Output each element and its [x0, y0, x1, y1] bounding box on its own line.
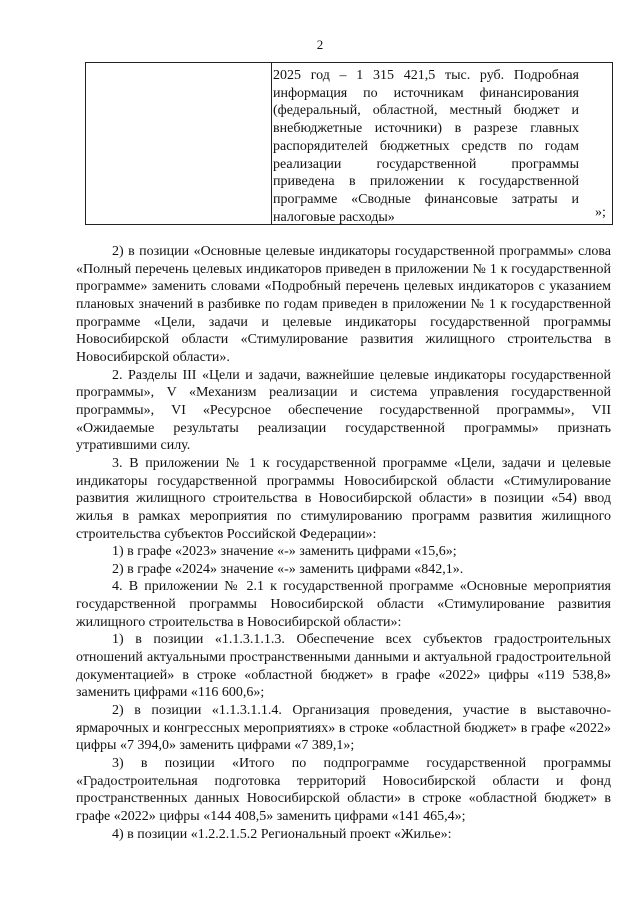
table-column-divider [271, 63, 272, 224]
paragraph: 4. В приложении № 2.1 к государственной программе «Основные мероприятия государственной программы Новосибирской области «Стимулирование развития жилищного строительства в Новосибирской области»: [76, 579, 611, 630]
paragraph: 3. В приложении № 1 к государственной программе «Цели, задачи и целевые индикаторы государственной программы Новосибирской области «Стимулирование развития жилищного строительства в Новосибирской области» в позиции «54) ввод жилья в рамках мероприятия по стимулированию программ развития жилищного строительства субъектов Российской Федерации»: [76, 455, 611, 542]
document-body [76, 243, 611, 843]
paragraph: 1) в графе «2023» значение «-» заменить цифрами «15,6»; [112, 544, 457, 560]
paragraph: 4) в позиции «1.2.2.1.5.2 Региональный проект «Жилье»: [112, 826, 452, 842]
table [85, 62, 613, 225]
paragraph: 2) в позиции «Основные целевые индикаторы государственной программы» слова «Полный перечень целевых индикаторов приведен в приложении № 1 к государственной программе» заменить словами «Подробный перечень целевых индикаторов с указанием плановых значений в разбивке по годам приведен в приложении № 1 к государственной программе «Цели, задачи и целевые индикаторы государственной программы Новосибирской области «Стимулирование развития жилищного строительства в Новосибирской области». [76, 244, 611, 365]
paragraph: 2) в графе «2024» значение «-» заменить цифрами «842,1». [112, 561, 464, 577]
paragraph: 1) в позиции «1.1.3.1.1.3. Обеспечение всех субъектов градостроительных отношений актуальными пространственными данными и актуальной градостроительной документацией» в строке «областной бюджет» в графе «2022» цифры «119 538,8» заменить цифрами «116 600,6»; [76, 632, 611, 701]
paragraph: 2) в позиции «1.1.3.1.1.4. Организация проведения, участие в выставочно-ярмарочных и конгрессных мероприятиях» в строке «областной бюджет» в графе «2022» цифры «7 394,0» заменить цифрами «7 389,1»; [76, 703, 611, 754]
table-cell-text: 2025 год – 1 315 421,5 тыс. руб. Подробная информация по источникам финансирования (федеральный, областной, местный бюджет и внебюджетные источники) в разрезе главных распорядителей бюджетных средств по годам реализации государственной программы приведена в приложении к государственной программе «Сводные финансовые затраты и налоговые расходы» [273, 68, 579, 225]
page-number: 2 [316, 37, 324, 52]
table-closing-quote: »; [595, 205, 606, 220]
paragraph: 2. Разделы III «Цели и задачи, важнейшие целевые индикаторы государственной программы», V «Механизм реализации и система управления государственной программы», VI «Ресурсное обеспечение государственной программы», VII «Ожидаемые результаты реализации государственной программы» признать утратившими силу. [76, 367, 611, 454]
paragraph: 3) в позиции «Итого по подпрограмме государственной программы «Градостроительная подготовка территорий Новосибирской области и фонд пространственных данных Новосибирской области» в строке «областной бюджет» в графе «2022» цифры «144 408,5» заменить цифрами «141 465,4»; [76, 756, 611, 824]
